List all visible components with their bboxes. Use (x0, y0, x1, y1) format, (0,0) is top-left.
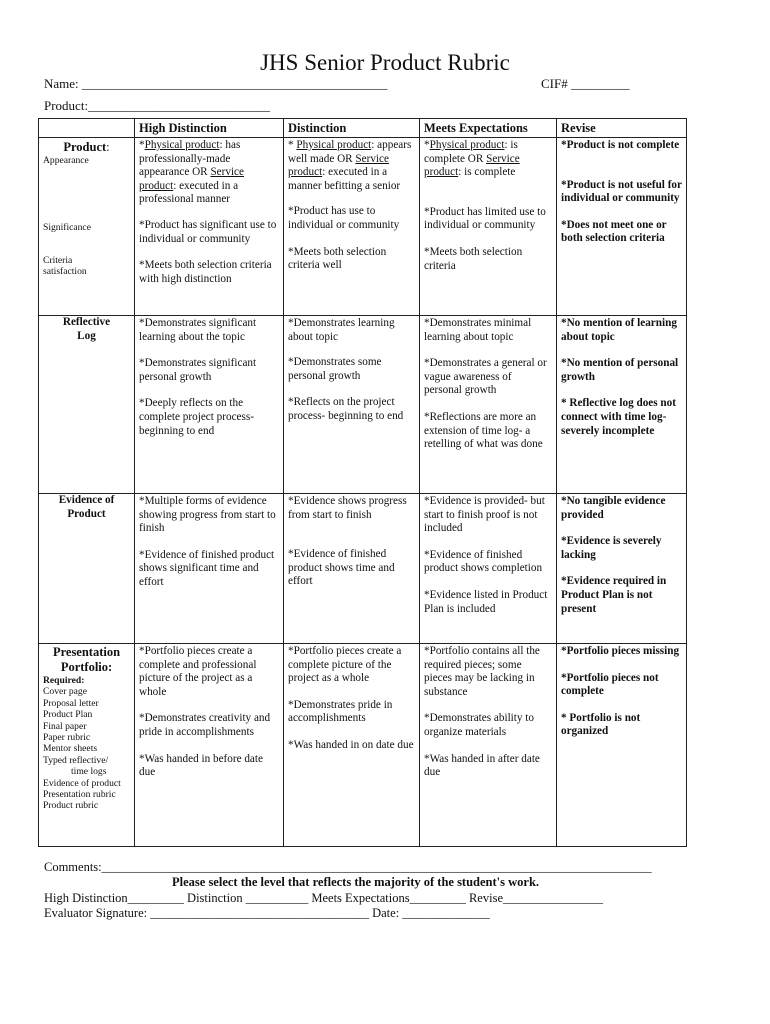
row-head-product: Product: Appearance Significance Criteria satisfaction (39, 138, 135, 316)
cell-product-hd: *Physical product: has professionally-made appearance OR Service product: executed in a professional manner *Product has significant use to individual or community *Meets both selection criteria with high distinction (135, 138, 284, 316)
evaluator-signature-field[interactable]: Evaluator Signature: ___________________________________ Date: ______________ (44, 906, 490, 920)
name-field[interactable]: Name: _______________________________________________ (44, 76, 388, 91)
cell-reflective-rev: *No mention of learning about topic *No mention of personal growth * Reflective log does not connect with time log- severely incomplete (557, 316, 687, 494)
comments-field[interactable]: Comments:________________________________________________________________________________________ (44, 860, 652, 874)
req-item: Proposal letter (43, 697, 99, 709)
sub-appearance: Appearance (43, 155, 89, 166)
req-item: time logs (71, 766, 107, 778)
row-head-portfolio (39, 644, 135, 847)
req-item: Typed reflective/ (43, 754, 109, 766)
cell-evidence-hd: *Multiple forms of evidence showing progress from start to finish *Evidence of finished product shows significant time and effort (135, 494, 284, 644)
product-field[interactable]: Product:____________________________ (44, 98, 271, 113)
page-title: JHS Senior Product Rubric (260, 50, 510, 75)
col-meets-expectations: Meets Expectations (420, 119, 557, 138)
rubric-table (38, 118, 687, 847)
table-row-portfolio (39, 644, 687, 847)
cell-portfolio-hd: *Portfolio pieces create a complete and professional picture of the project as a whole *Demonstrates creativity and pride in accomplishments *Was handed in before date due (135, 644, 284, 847)
row-head-evidence: Evidence of Product (39, 494, 135, 644)
col-distinction: Distinction (284, 119, 420, 138)
table-row-evidence (39, 494, 687, 644)
cell-evidence-d: *Evidence shows progress from start to finish *Evidence of finished product shows time and effort (284, 494, 420, 644)
req-item: Product Plan (43, 709, 93, 721)
level-selection[interactable]: High Distinction_________ Distinction __________ Meets Expectations_________ Revise________________ (44, 891, 603, 905)
cif-field[interactable]: CIF# _________ (541, 76, 630, 91)
instruction-text: Please select the level that reflects the majority of the student's work. (172, 875, 540, 889)
cell-evidence-me: *Evidence is provided- but start to finish proof is not included *Evidence of finished product shows completion *Evidence listed in Product Plan is included (420, 494, 557, 644)
cell-reflective-me: *Demonstrates minimal learning about topic *Demonstrates a general or vague awareness of personal growth *Reflections are more an extension of time log- a retelling of what was done (420, 316, 557, 494)
req-item: Product rubric (43, 800, 99, 812)
req-item: Presentation rubric (43, 789, 116, 801)
cell-portfolio-d: *Portfolio pieces create a complete picture of the project as a whole *Demonstrates pride in accomplishments *Was handed in on date due (284, 644, 420, 847)
cell-product-me: *Physical product: is complete OR Service product: is complete *Product has limited use to individual or community *Meets both selection criteria (420, 138, 557, 316)
row-head-reflective-log: Reflective Log (39, 316, 135, 494)
cell-product-rev: *Product is not complete *Product is not useful for individual or community *Does not meet one or both selection criteria (557, 138, 687, 316)
cell-portfolio-me: *Portfolio contains all the required pieces; some pieces may be lacking in substance *Demonstrates ability to organize materials *Was handed in after date due (420, 644, 557, 847)
cell-product-d: * Physical product: appears well made OR Service product: executed in a manner befitting a senior *Product has use to individual or community *Meets both selection criteria well (284, 138, 420, 316)
corner-cell (39, 119, 135, 138)
cell-reflective-d: *Demonstrates learning about topic *Demonstrates some personal growth *Reflects on the project process- beginning to end (284, 316, 420, 494)
table-row-product (39, 138, 687, 316)
sub-criteria: Criteria satisfaction (43, 254, 87, 278)
req-item: Mentor sheets (43, 743, 98, 755)
col-revise: Revise (557, 119, 687, 138)
col-high-distinction: High Distinction (135, 119, 284, 138)
table-header-row (39, 119, 687, 138)
cell-reflective-hd: *Demonstrates significant learning about the topic *Demonstrates significant personal growth *Deeply reflects on the complete project process- beginning to end (135, 316, 284, 494)
table-row-reflective-log (39, 316, 687, 494)
req-item: Final paper (43, 720, 87, 732)
required-label: Required: (43, 675, 85, 686)
sub-significance: Significance (43, 222, 91, 234)
row-label: Presentation Portfolio: (52, 645, 121, 674)
req-item: Cover page (43, 686, 87, 698)
req-item: Evidence of product (43, 777, 121, 789)
row-label: Product (63, 140, 107, 154)
cell-portfolio-rev: *Portfolio pieces missing *Portfolio pieces not complete * Portfolio is not organized (557, 644, 687, 847)
req-item: Paper rubric (43, 732, 91, 744)
cell-evidence-rev: *No tangible evidence provided *Evidence is severely lacking *Evidence required in Product Plan is not present (557, 494, 687, 644)
